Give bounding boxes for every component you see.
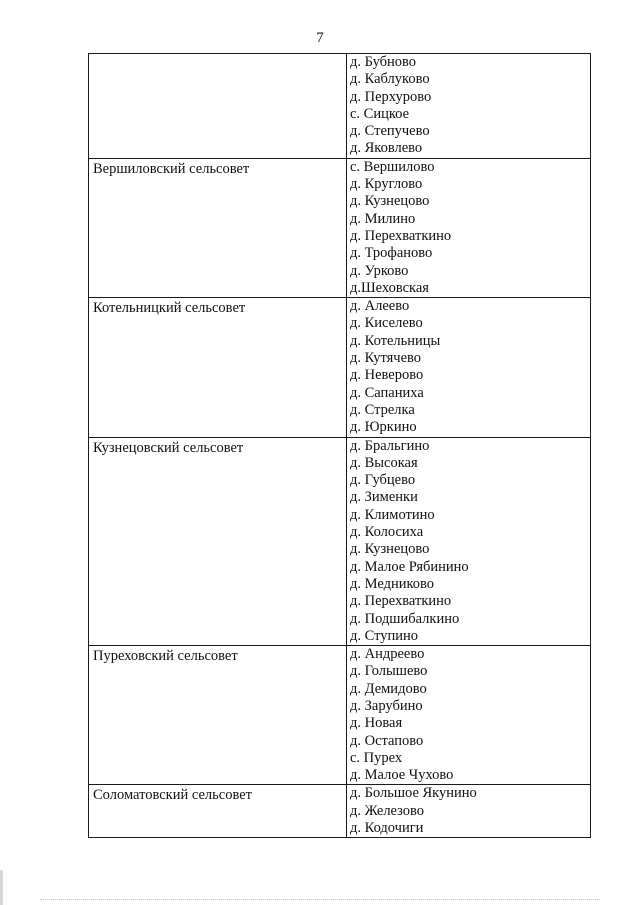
council-name-cell xyxy=(89,158,347,297)
village-name: д. Медниково xyxy=(350,575,435,592)
village-name: д. Кутячево xyxy=(350,350,421,367)
council-name: Вершиловский сельсовет xyxy=(93,160,250,177)
villages-cell xyxy=(347,785,591,838)
village-name: с. Пурех xyxy=(350,749,403,766)
council-name: Соломатовский сельсовет xyxy=(93,787,252,804)
table-row xyxy=(89,646,591,785)
village-name: д. Зарубино xyxy=(350,697,423,714)
table-body xyxy=(89,54,591,838)
villages-cell xyxy=(347,298,591,437)
village-name: д. Юркино xyxy=(350,419,417,436)
village-name: д. Сапаниха xyxy=(350,384,424,401)
village-name: д. Кузнецово xyxy=(350,541,430,558)
page-number: 7 xyxy=(316,30,324,46)
village-name: д. Киселево xyxy=(350,315,423,332)
village-name: д. Остапово xyxy=(350,732,424,749)
village-name: д. Каблуково xyxy=(350,71,430,88)
village-name: д. Ступино xyxy=(350,627,419,644)
villages-cell xyxy=(347,158,591,297)
village-name: д. Демидово xyxy=(350,680,427,697)
village-name: д. Перехваткино xyxy=(350,593,452,610)
village-name: д. Малое Чухово xyxy=(350,767,454,784)
villages-cell xyxy=(347,54,591,159)
table-row xyxy=(89,437,591,646)
council-name-cell xyxy=(89,437,347,646)
council-name-cell xyxy=(89,54,347,159)
village-name: д. Высокая xyxy=(350,454,418,471)
table-row xyxy=(89,54,591,159)
village-name: д. Степучево xyxy=(350,123,430,140)
village-name: д. Круглово xyxy=(350,176,423,193)
council-name-cell xyxy=(89,298,347,437)
village-name: с. Вершилово xyxy=(350,158,435,175)
village-name: с. Сицкое xyxy=(350,105,410,122)
settlements-table xyxy=(88,53,591,838)
village-name: д. Кодочиги xyxy=(350,820,424,837)
village-name: д. Колосиха xyxy=(350,524,424,541)
table-row xyxy=(89,298,591,437)
council-name: Пуреховский сельсовет xyxy=(93,648,238,665)
scan-noise-line xyxy=(40,899,600,902)
village-name: д. Котельницы xyxy=(350,332,441,349)
village-name: д. Подшибалкино xyxy=(350,610,460,627)
council-name-cell xyxy=(89,646,347,785)
village-name: д. Большое Якунино xyxy=(350,785,477,802)
village-name: д. Климотино xyxy=(350,506,435,523)
council-name-cell xyxy=(89,785,347,838)
village-name: д. Неверово xyxy=(350,367,424,384)
table-row xyxy=(89,158,591,297)
village-name: д. Алеево xyxy=(350,298,410,315)
village-name: д. Новая xyxy=(350,715,403,732)
village-name: д. Яковлево xyxy=(350,140,423,157)
council-name: Котельницкий сельсовет xyxy=(93,300,246,317)
village-name: д. Перхурово xyxy=(350,88,432,105)
village-name: д. Андреево xyxy=(350,646,425,663)
table-row xyxy=(89,785,591,838)
village-name: д. Малое Рябинино xyxy=(350,558,469,575)
village-name: д. Трофаново xyxy=(350,245,433,262)
village-name: д. Железово xyxy=(350,802,425,819)
village-name: д. Бральгино xyxy=(350,437,430,454)
village-name: д. Кузнецово xyxy=(350,193,430,210)
village-name: д. Губцево xyxy=(350,472,416,489)
village-name: д. Зименки xyxy=(350,489,418,506)
village-name: д. Стрелка xyxy=(350,401,415,418)
villages-cell xyxy=(347,646,591,785)
village-name: д. Урково xyxy=(350,262,409,279)
scan-edge-shadow xyxy=(0,870,3,905)
villages-cell xyxy=(347,437,591,646)
village-name: д. Перехваткино xyxy=(350,227,452,244)
council-name: Кузнецовский сельсовет xyxy=(93,439,244,456)
village-name: д.Шеховская xyxy=(350,279,429,296)
village-name: д. Голышево xyxy=(350,663,428,680)
village-name: д. Бубново xyxy=(350,54,417,70)
village-name: д. Милино xyxy=(350,210,416,227)
